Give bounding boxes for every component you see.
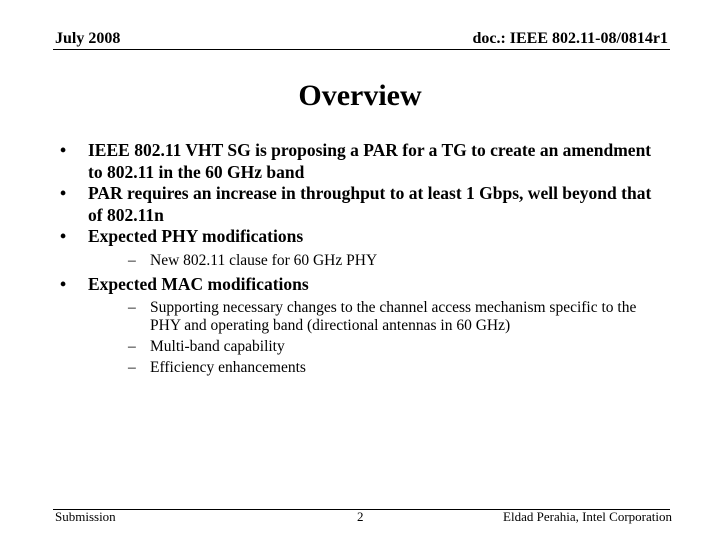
bullet-text: Expected MAC modifications bbox=[88, 273, 309, 294]
slide-title: Overview bbox=[298, 79, 422, 112]
bullet-text: Expected PHY modifications bbox=[88, 226, 304, 246]
page-number: 2 bbox=[357, 509, 364, 524]
sub-list bbox=[88, 252, 668, 270]
sub-item: – Multi-band capability bbox=[118, 338, 668, 356]
bullet-item bbox=[58, 274, 668, 378]
header-doc-id: doc.: IEEE 802.11-08/0814r1 bbox=[472, 30, 668, 47]
sub-item: – New 802.11 clause for 60 GHz PHY bbox=[118, 252, 668, 270]
bullet-list bbox=[58, 140, 668, 381]
sub-item: – Efficiency enhancements bbox=[118, 359, 668, 377]
header-divider bbox=[53, 49, 670, 50]
sub-item: – Supporting necessary changes to the channel access mechanism specific to the PHY and operating band (directional antennas in 60 GHz) bbox=[118, 299, 668, 335]
footer-author: Eldad Perahia, Intel Corporation bbox=[503, 509, 672, 524]
bullet-text: PAR requires an increase in throughput to at least 1 Gbps, well beyond that of 802.11n bbox=[88, 183, 652, 225]
sub-list bbox=[88, 299, 668, 377]
bullet-item bbox=[58, 140, 668, 183]
bullet-text: IEEE 802.11 VHT SG is proposing a PAR for a TG to create an amendment to 802.11 in the 60 GHz band bbox=[88, 140, 652, 182]
header-date: July 2008 bbox=[55, 30, 121, 47]
bullet-item bbox=[58, 226, 668, 270]
bullet-item bbox=[58, 183, 668, 226]
footer-submission: Submission bbox=[55, 509, 116, 524]
